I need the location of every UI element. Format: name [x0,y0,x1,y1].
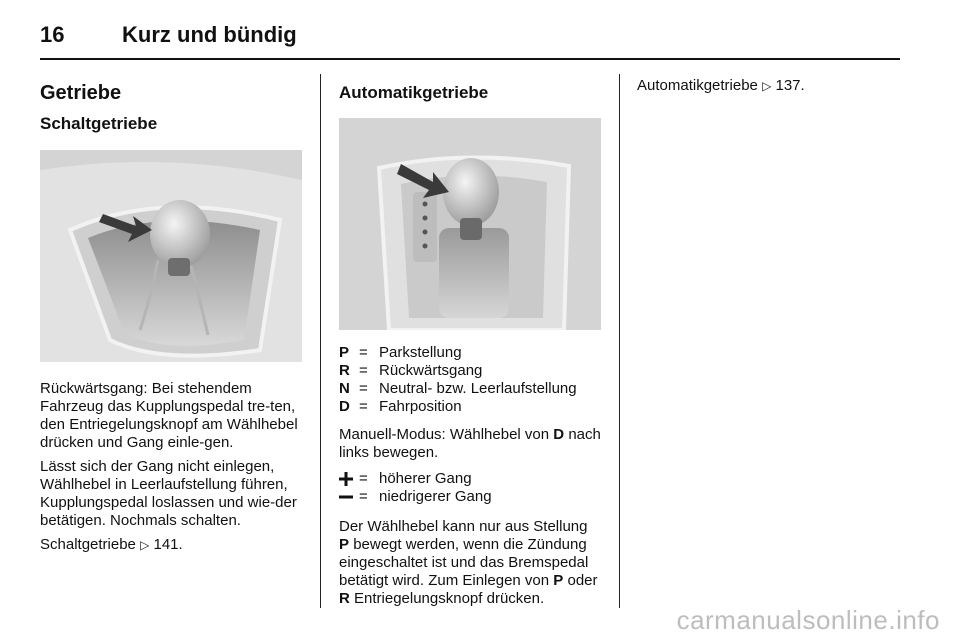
subsection-heading: Automatikgetriebe [339,83,489,102]
gear-row-up: = höherer Gang [339,470,601,488]
page-reference-arrow-icon: ▷ [140,538,150,552]
manual-mode-paragraph: Manuell-Modus: Wählhebel von D nach links bewegen. [339,426,601,461]
selector-lever-paragraph: Der Wählhebel kann nur aus Stellung P bewegt werden, wenn die Zündung eingeschaltet ist und das Bremspedal betätigt wird. Zum Einlegen von P oder R Entriegelungsknopf drücken. [339,518,598,607]
minus-icon [339,488,359,506]
manual-gearshift-illustration [40,150,302,362]
gear-row-down: = niedrigerer Gang [339,488,601,506]
manual-gear-list [339,470,601,506]
reverse-gear-paragraph: Rückwärtsgang: Bei stehendem Fahrzeug das Kupplungspedal tre-ten, den Entriegelungsknopf am Wählhebel drücken und Gang einle-gen. [40,380,298,451]
position-row-n: N = Neutral- bzw. Leerlaufstellung [339,380,577,397]
column-automatic-transmission [339,74,601,608]
cross-reference [637,77,899,95]
page-header [40,18,900,60]
reference-page: 141. [153,536,183,553]
automatic-selector-illustration [339,118,601,330]
page-title: Kurz und bündig [122,22,297,47]
column-divider [619,74,620,608]
column-divider [320,74,321,608]
position-row-p: P = Parkstellung [339,344,462,361]
cross-reference [40,536,302,554]
reference-label: Schaltgetriebe [40,536,136,553]
column-manual-transmission [40,74,302,554]
gear-not-engaging-paragraph: Lässt sich der Gang nicht einlegen, Wählhebel in Leerlaufstellung führen, Kupplungspedal loslassen und wie-der betätigen. Nochmals schalten. [40,458,297,529]
position-row-d: D = Fahrposition [339,398,462,415]
page-number: 16 [40,22,65,47]
column-references [637,74,899,95]
reference-label: Automatikgetriebe [637,77,758,94]
plus-icon [339,470,359,488]
reference-page: 137. [775,77,805,94]
position-row-r: R = Rückwärtsgang [339,362,483,379]
subsection-heading: Schaltgetriebe [40,114,158,133]
watermark: carmanualsonline.info [676,605,940,635]
section-heading: Getriebe [40,82,122,104]
page-reference-arrow-icon: ▷ [762,79,772,93]
selector-positions-list [339,344,601,416]
